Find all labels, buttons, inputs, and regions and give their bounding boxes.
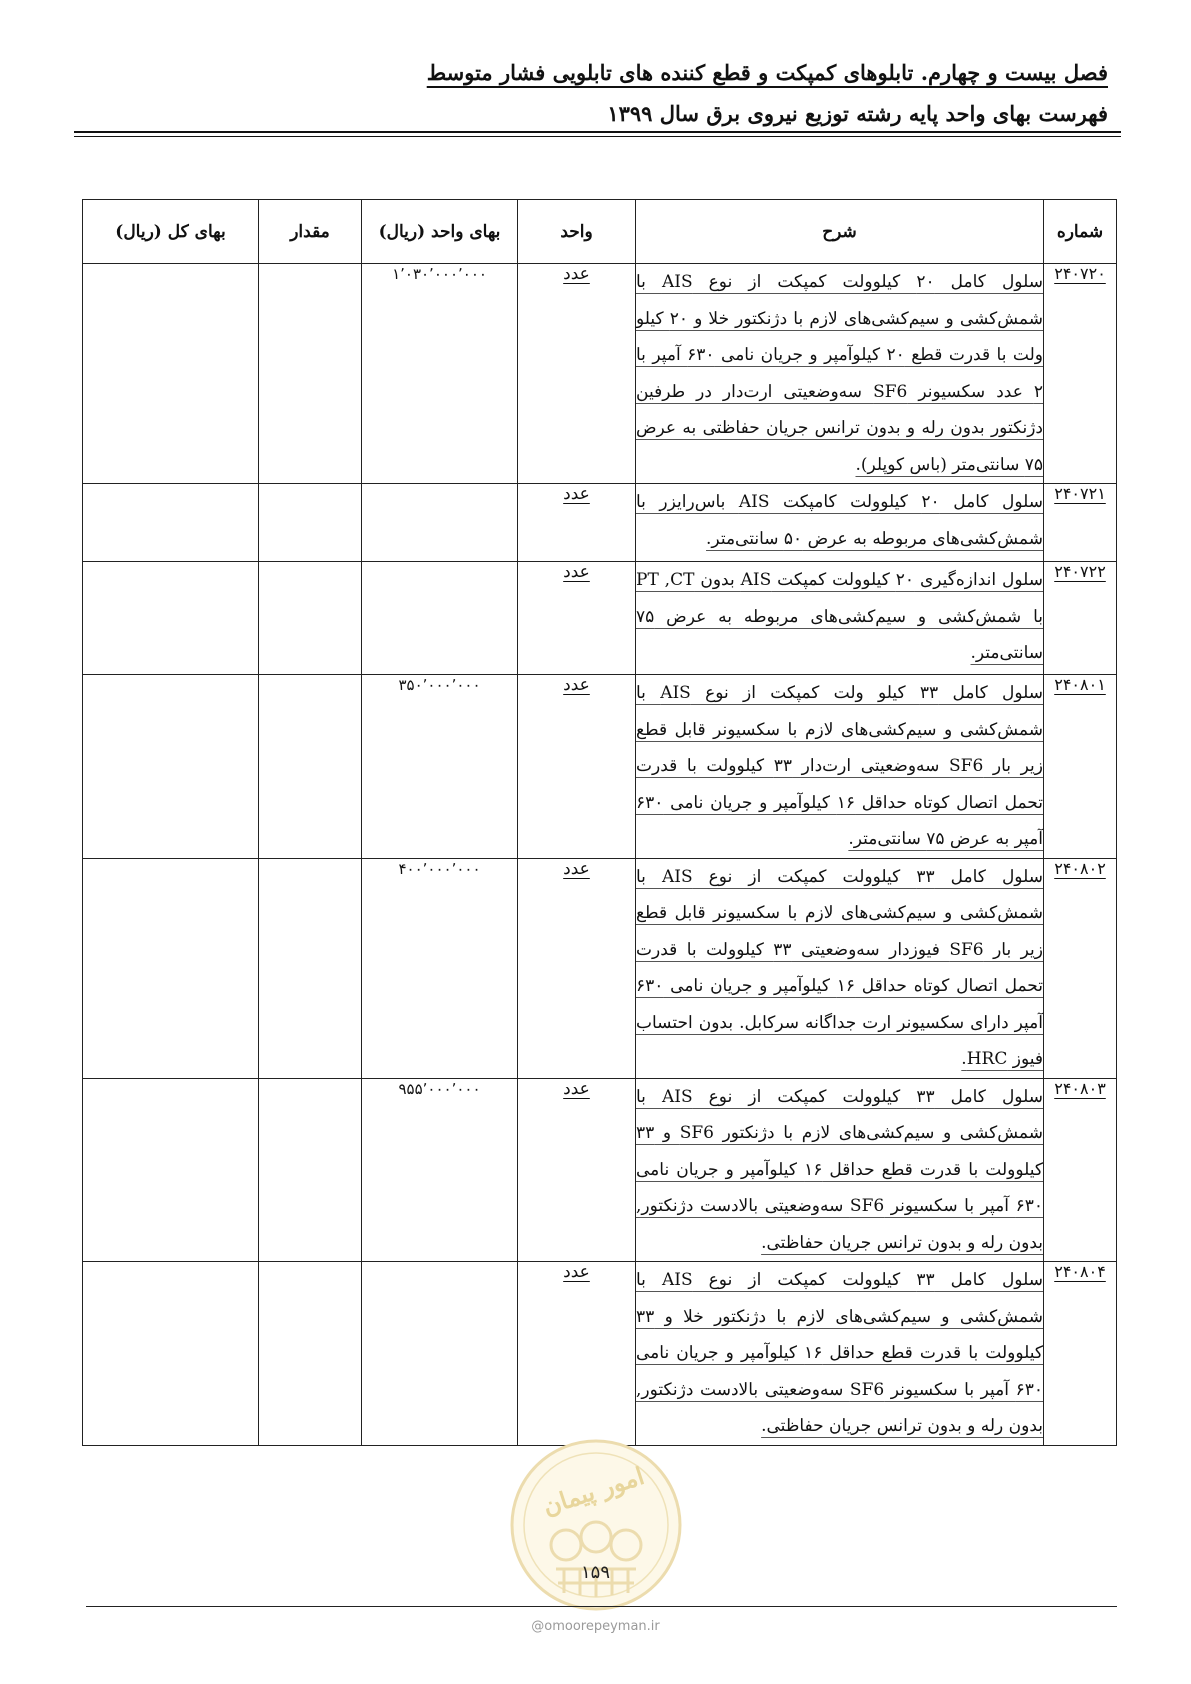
item-quantity — [259, 484, 362, 562]
item-unit — [518, 484, 636, 562]
item-total-price — [83, 1262, 259, 1446]
footer-rule — [86, 1606, 1117, 1607]
item-description — [636, 858, 1044, 1078]
item-number — [1044, 562, 1117, 675]
item-quantity — [259, 1262, 362, 1446]
item-unit-price — [362, 264, 518, 484]
svg-text:امور پیمان: امور پیمان — [539, 1460, 648, 1521]
item-unit-text: عدد — [563, 1078, 590, 1099]
item-total-price — [83, 1078, 259, 1262]
item-unit-price-text: ۱٬۰۳۰٬۰۰۰٬۰۰۰ — [392, 265, 487, 283]
item-number-text: ۲۴۰۷۲۱ — [1054, 484, 1106, 503]
item-number-text: ۲۴۰۸۰۱ — [1054, 675, 1106, 694]
item-unit-price — [362, 675, 518, 859]
item-unit-text: عدد — [563, 858, 590, 879]
item-unit-text: عدد — [563, 675, 590, 695]
item-total-price — [83, 675, 259, 859]
item-unit-text: عدد — [563, 484, 590, 504]
item-description-text: سلول کامل ۳۳ کیلوولت کمپکت از نوع AIS با شمش‌کشی و سیم‌کشی‌های لازم با دژنکتور خلا و ۳۳ کیلوولت با قدرت قطع حداقل ۱۶ کیلوآمپر و جریان نامی ۶۳۰ آمپر با سکسیونر SF6 سه‌وضعیتی بالادست دژنکتور, بدون رله و بدون ترانس جریان حفاظتی. — [636, 1270, 1043, 1436]
item-unit-price — [362, 1262, 518, 1446]
item-description-text: سلول کامل ۳۳ کیلو ولت کمپکت از نوع AIS با شمش‌کشی و سیم‌کشی‌های لازم با سکسیونر قابل قطع زیر بار SF6 سه‌وضعیتی ارت‌دار ۳۳ کیلوولت با قدرت تحمل اتصال کوتاه حداقل ۱۶ کیلوآمپر و جریان نامی ۶۳۰ آمپر به عرض ۷۵ سانتی‌متر. — [636, 683, 1044, 849]
item-description — [636, 675, 1044, 859]
header-total-price: بهای کل (ریال) — [83, 200, 259, 264]
page-number: ۱۵۹ — [580, 1562, 610, 1583]
item-description — [636, 562, 1044, 675]
table-row — [83, 1078, 1117, 1262]
table-row — [83, 484, 1117, 562]
item-quantity — [259, 264, 362, 484]
table-row — [83, 858, 1117, 1078]
item-unit-price-text: ۹۵۵٬۰۰۰٬۰۰۰ — [398, 1079, 481, 1098]
item-unit — [518, 1262, 636, 1446]
header-rule-thin — [74, 136, 1121, 137]
item-quantity — [259, 562, 362, 675]
item-unit — [518, 675, 636, 859]
item-total-price — [83, 562, 259, 675]
header-number: شماره — [1044, 200, 1117, 264]
item-total-price — [83, 484, 259, 562]
item-quantity — [259, 1078, 362, 1262]
table-row — [83, 1262, 1117, 1446]
table-row — [83, 675, 1117, 859]
item-number-text: ۲۴۰۸۰۳ — [1054, 1078, 1106, 1098]
watermark-seal-icon — [508, 1437, 684, 1613]
table-row — [83, 562, 1117, 675]
item-description-text: سلول کامل ۳۳ کیلوولت کمپکت از نوع AIS با شمش‌کشی و سیم‌کشی‌های لازم با دژنکتور SF6 و ۳۳ کیلوولت با قدرت قطع حداقل ۱۶ کیلوآمپر و جریان نامی ۶۳۰ آمپر با سکسیونر SF6 سه‌وضعیتی بالادست دژنکتور, بدون رله و بدون ترانس جریان حفاظتی. — [636, 1086, 1043, 1253]
item-unit-price — [362, 484, 518, 562]
item-quantity — [259, 675, 362, 859]
item-number-text: ۲۴۰۷۲۰ — [1054, 264, 1106, 283]
header-quantity: مقدار — [259, 200, 362, 264]
item-description-text: سلول کامل ۲۰ کیلوولت کمپکت از نوع AIS با شمش‌کشی و سیم‌کشی‌های لازم با دژنکتور خلا و ۲۰ کیلو ولت با قدرت قطع ۲۰ کیلوآمپر و جریان نامی ۶۳۰ آمپر با ۲ عدد سکسیونر SF6 سه‌وضعیتی ارت‌دار در طرفین دژنکتور بدون رله و بدون ترانس جریان حفاظتی به عرض ۷۵ سانتی‌متر (باس کوپلر). — [636, 272, 1044, 475]
chapter-title: فصل بیست و چهارم. تابلوهای کمپکت و قطع کننده های تابلویی فشار متوسط — [426, 60, 1108, 85]
item-number — [1044, 264, 1117, 484]
item-number — [1044, 484, 1117, 562]
item-unit-price-text: ۴۰۰٬۰۰۰٬۰۰۰ — [398, 859, 481, 878]
item-number — [1044, 675, 1117, 859]
item-description-text: سلول اندازه‌گیری ۲۰ کیلوولت کمپکت AIS بدون PT ,CT با شمش‌کشی و سیم‌کشی‌های مربوطه به عرض ۷۵ سانتی‌متر. — [636, 570, 1043, 663]
price-list-title: فهرست بهای واحد پایه رشته توزیع نیروی برق سال ۱۳۹۹ — [607, 101, 1108, 126]
table-row — [83, 264, 1117, 484]
item-unit-text: عدد — [563, 562, 590, 582]
item-unit — [518, 1078, 636, 1262]
item-number — [1044, 1262, 1117, 1446]
item-unit-text: عدد — [563, 1262, 590, 1282]
footer-handle: @omoorepeyman.ir — [531, 1619, 660, 1634]
header-unit: واحد — [518, 200, 636, 264]
item-number-text: ۲۴۰۷۲۲ — [1054, 562, 1106, 581]
price-table — [82, 199, 1117, 1446]
header-unit-price: بهای واحد (ریال) — [362, 200, 518, 264]
item-number-text: ۲۴۰۸۰۴ — [1054, 1262, 1106, 1281]
item-unit-text: عدد — [563, 264, 590, 284]
item-quantity — [259, 858, 362, 1078]
header-rule-thick — [74, 131, 1121, 133]
item-unit-price-text: ۳۵۰٬۰۰۰٬۰۰۰ — [398, 676, 481, 694]
item-description — [636, 484, 1044, 562]
item-description — [636, 264, 1044, 484]
item-total-price — [83, 858, 259, 1078]
item-unit-price — [362, 858, 518, 1078]
item-description — [636, 1078, 1044, 1262]
item-description-text: سلول کامل ۳۳ کیلوولت کمپکت از نوع AIS با شمش‌کشی و سیم‌کشی‌های لازم با سکسیونر قابل قطع زیر بار SF6 فیوزدار سه‌وضعیتی ۳۳ کیلوولت با قدرت تحمل اتصال کوتاه حداقل ۱۶ کیلوآمپر و جریان نامی ۶۳۰ آمپر دارای سکسیونر ارت جداگانه سرکابل. بدون احتساب فیوز HRC. — [636, 866, 1044, 1069]
item-unit — [518, 562, 636, 675]
item-description-text: سلول کامل ۲۰ کیلوولت کامپکت AIS باس‌رایزر با شمش‌کشی‌های مربوطه به عرض ۵۰ سانتی‌متر. — [636, 492, 1043, 549]
item-number-text: ۲۴۰۸۰۲ — [1054, 858, 1106, 878]
item-unit — [518, 264, 636, 484]
item-description — [636, 1262, 1044, 1446]
table-header-row — [83, 200, 1117, 264]
item-total-price — [83, 264, 259, 484]
item-number — [1044, 858, 1117, 1078]
item-unit-price — [362, 1078, 518, 1262]
item-unit-price — [362, 562, 518, 675]
item-number — [1044, 1078, 1117, 1262]
header-description: شرح — [636, 200, 1044, 264]
item-unit — [518, 858, 636, 1078]
